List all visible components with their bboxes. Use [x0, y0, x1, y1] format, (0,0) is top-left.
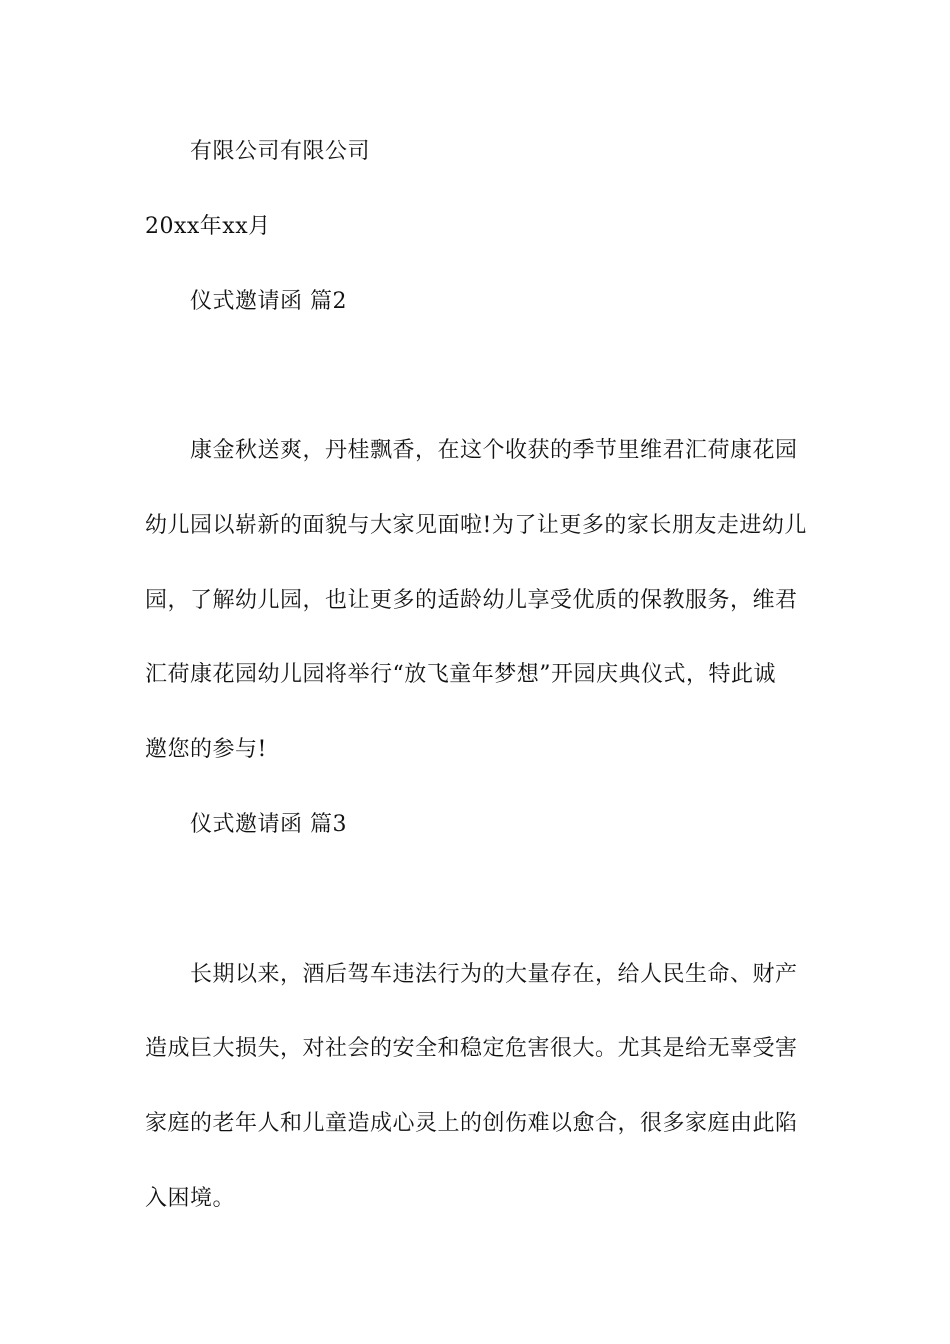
signature-company: 有限公司有限公司: [190, 139, 371, 164]
paragraph-line: 造成巨大损失，对社会的安全和稳定危害很大。尤其是给无辜受害: [145, 1036, 798, 1061]
paragraph-line: 家庭的老年人和儿童造成心灵上的创伤难以愈合，很多家庭由此陷: [145, 1111, 798, 1136]
signature-date: 20xx年xx月: [145, 214, 271, 239]
paragraph-line: 长期以来，酒后驾车违法行为的大量存在，给人民生命、财产: [190, 962, 798, 987]
section-heading-2: 仪式邀请函 篇2: [190, 289, 347, 314]
section-heading-3: 仪式邀请函 篇3: [190, 812, 347, 837]
paragraph-line: 汇荷康花园幼儿园将举行“放飞童年梦想”开园庆典仪式，特此诚: [145, 662, 776, 687]
paragraph-line: 邀您的参与!: [145, 737, 267, 762]
paragraph-line: 入困境。: [145, 1186, 236, 1211]
paragraph-line: 幼儿园以崭新的面貌与大家见面啦!为了让更多的家长朋友走进幼儿: [145, 513, 807, 538]
paragraph-line: 园，了解幼儿园，也让更多的适龄幼儿享受优质的保教服务，维君: [145, 588, 798, 613]
paragraph-line: 康金秋送爽，丹桂飘香，在这个收获的季节里维君汇荷康花园: [190, 438, 798, 463]
